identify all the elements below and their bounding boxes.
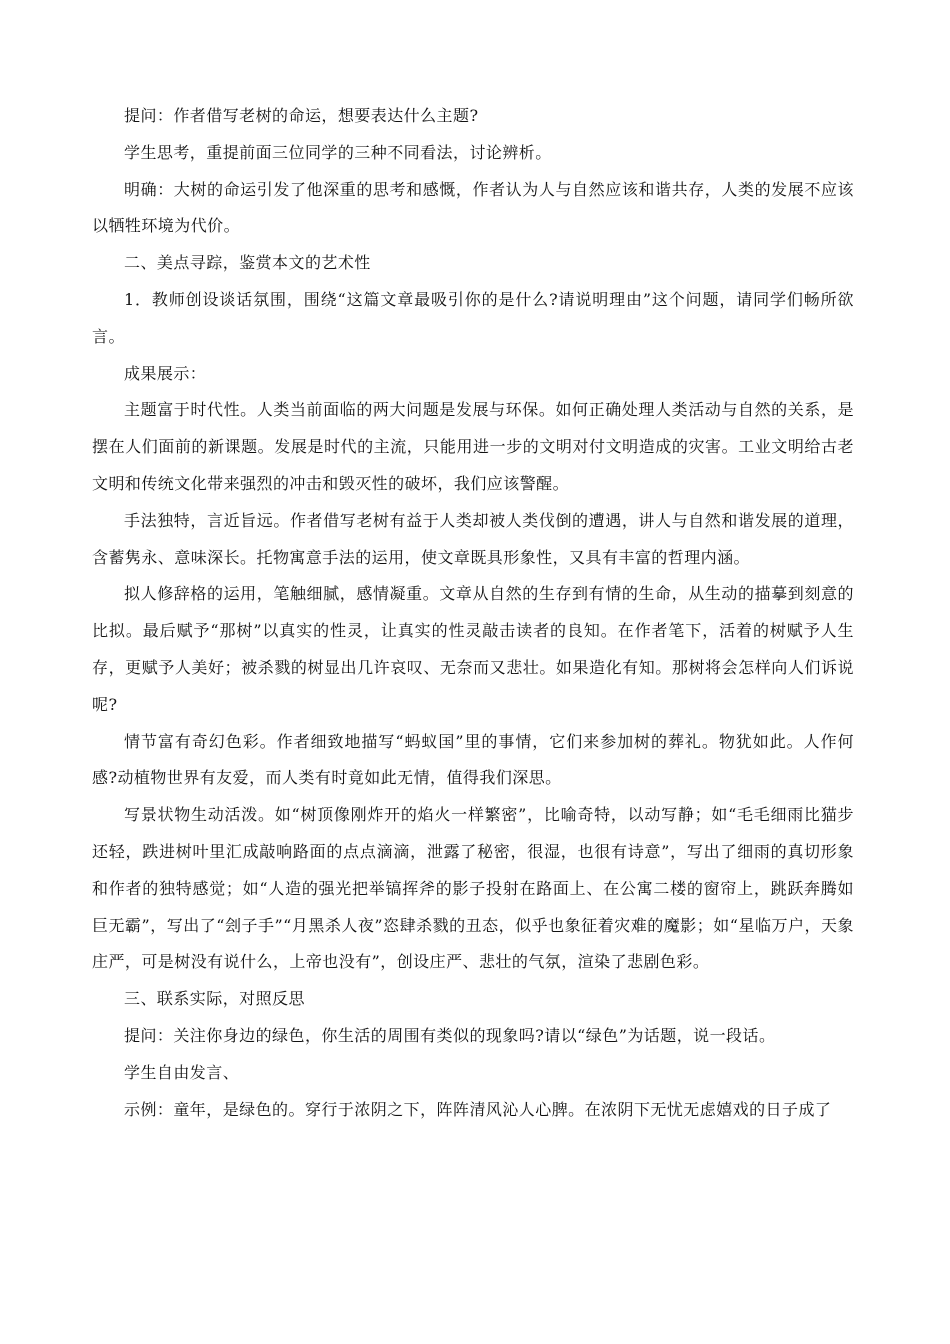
paragraph-example: 示例：童年，是绿色的。穿行于浓阴之下，阵阵清风沁人心脾。在浓阴下无忧无虑嬉戏的日子成了 xyxy=(124,1099,832,1119)
section-heading-2: 二、美点寻踪，鉴赏本文的艺术性 xyxy=(124,253,371,273)
paragraph-unique-technique: 手法独特，言近旨远。作者借写老树有益于人类却被人类伐倒的遭遇，讲人与自然和谐发展的道理，含蓄隽永、意味深长。托物寓意手法的运用，使文章既具形象性，又具有丰富的哲理内涵。 xyxy=(92,510,854,567)
paragraph-question-theme: 提问：作者借写老树的命运，想要表达什么主题? xyxy=(124,106,479,125)
section-heading-3: 三、联系实际，对照反思 xyxy=(124,989,305,1009)
paragraph-vivid-description: 写景状物生动活泼。如“树顶像刚炸开的焰火一样繁密”，比喻奇特，以动写静；如“毛毛细雨比猫步还轻，跌进树叶里汇成敲响路面的点点滴滴，泄露了秘密，很湿，也很有诗意”，写出了细雨的真切形象和作者的独特感觉；如“人造的强光把举镐挥斧的影子投射在路面上、在公寓二楼的窗帘上，跳跃奔腾如巨无霸”，写出了“刽子手”“月黑杀人夜”恣肆杀戮的丑态，似乎也象征着灾难的魔影；如“星临万户，天象庄严，可是树没有说什么，上帝也没有”，创设庄严、悲壮的气氛，渲染了悲剧色彩。 xyxy=(92,805,854,972)
paragraph-free-speech: 学生自由发言、 xyxy=(124,1062,240,1082)
paragraph-question-green: 提问：关注你身边的绿色，你生活的周围有类似的现象吗?请以“绿色”为话题，说一段话。 xyxy=(124,1025,776,1045)
paragraph-fantasy-plot: 情节富有奇幻色彩。作者细致地描写“蚂蚁国”里的事情，它们来参加树的葬礼。物犹如此。人作何感?动植物世界有友爱，而人类有时竟如此无情，值得我们深思。 xyxy=(92,731,854,788)
paragraph-personification: 拟人修辞格的运用，笔触细腻，感情凝重。文章从自然的生存到有情的生命，从生动的描摹到刻意的比拟。最后赋予“那树”以真实的性灵，让真实的性灵敲击读者的良知。在作者笔下，活着的树赋予人生存，更赋予人美好；被杀戮的树显出几许哀叹、无奈而又悲壮。如果造化有知。那树将会怎样向人们诉说呢? xyxy=(92,584,854,714)
paragraph-results-label: 成果展示： xyxy=(124,363,207,383)
paragraph-theme-timeliness: 主题富于时代性。人类当前面临的两大问题是发展与环保。如何正确处理人类活动与自然的关系，是摆在人们面前的新课题。发展是时代的主流，只能用进一步的文明对付文明造成的灾害。工业文明给古老文明和传统文化带来强烈的冲击和毁灭性的破坏，我们应该警醒。 xyxy=(92,400,854,493)
paragraph-clarification: 明确：大树的命运引发了他深重的思考和感慨，作者认为人与自然应该和谐共存，人类的发展不应该以牺牲环境为代价。 xyxy=(92,179,854,236)
paragraph-student-discussion: 学生思考，重提前面三位同学的三种不同看法，讨论辨析。 xyxy=(124,142,552,162)
paragraph-teacher-prompt: 1．教师创设谈话氛围，围绕“这篇文章最吸引你的是什么?请说明理由”这个问题，请同学们畅所欲言。 xyxy=(92,289,854,346)
document-body xyxy=(92,98,854,1128)
